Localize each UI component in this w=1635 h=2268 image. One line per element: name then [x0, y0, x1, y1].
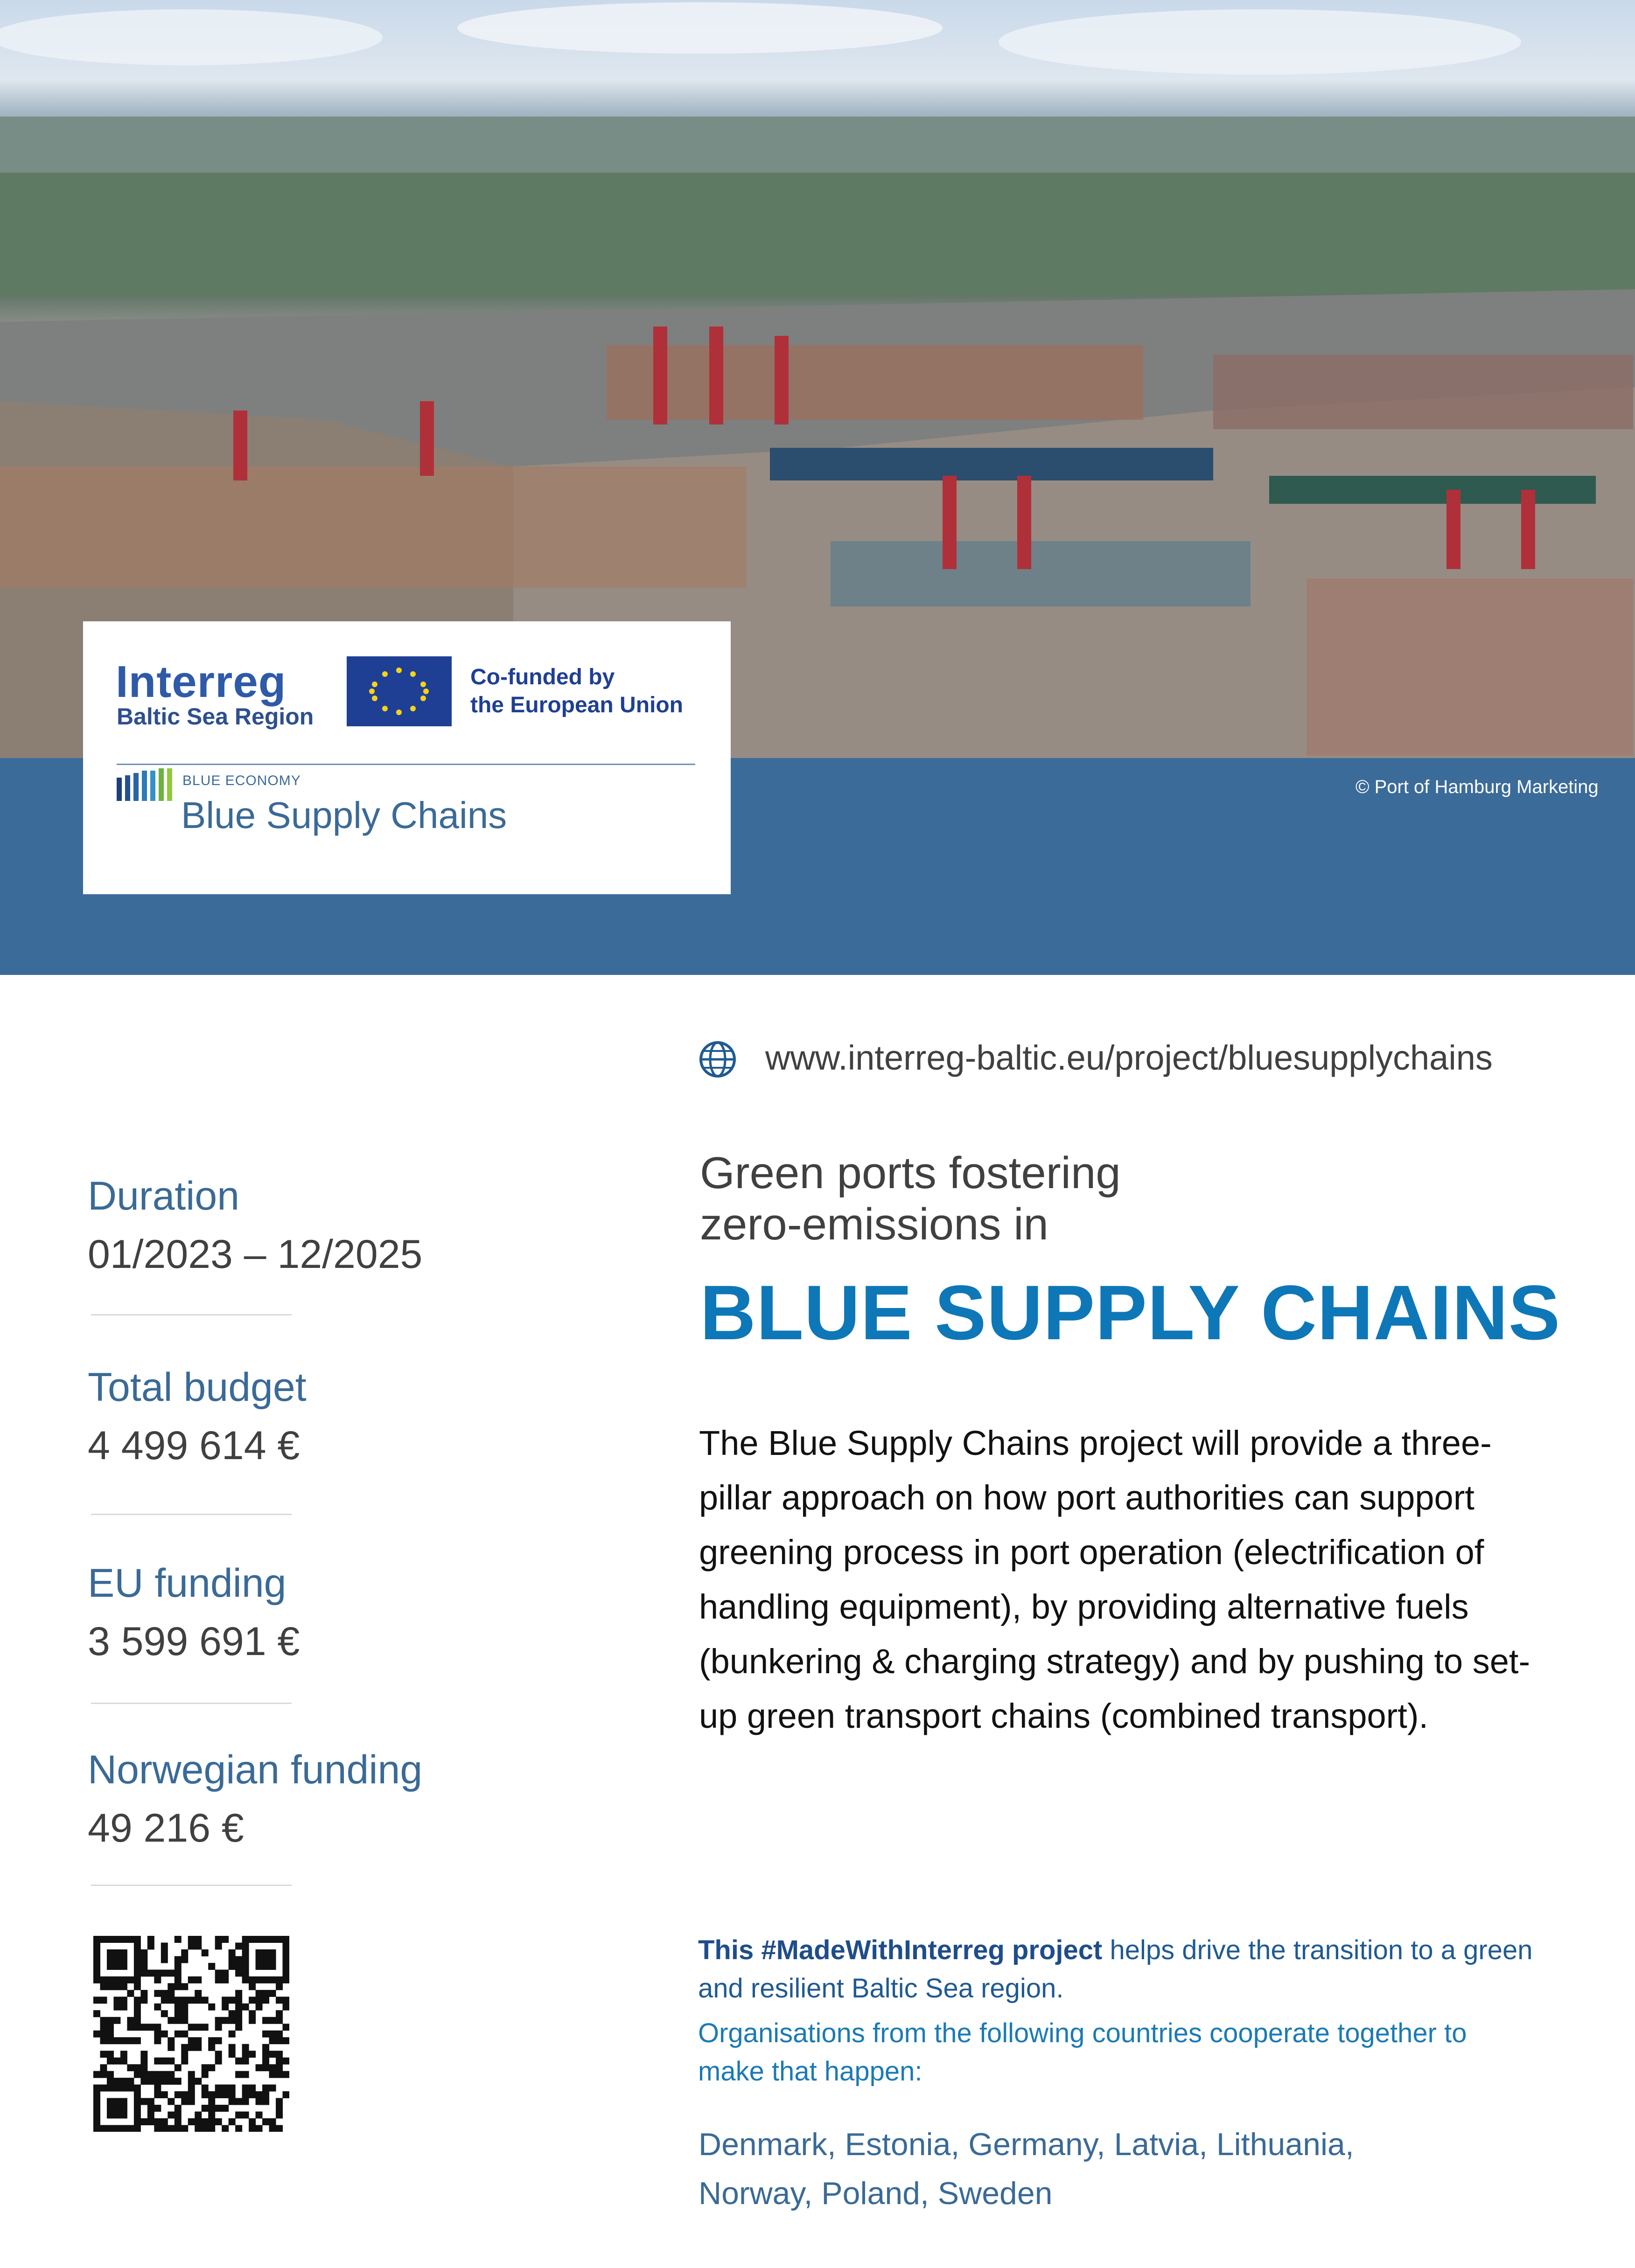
headline: BLUE SUPPLY CHAINS: [700, 1270, 1561, 1356]
fact-divider: [91, 1703, 292, 1704]
interreg-logo: Interreg: [116, 657, 286, 707]
made-with-interreg-rest: helps drive the transition to a green and resilient Baltic Sea region.: [698, 1935, 1533, 2004]
made-with-interreg-bold: This #MadeWithInterreg project: [698, 1935, 1103, 1965]
qr-code[interactable]: [93, 1936, 289, 2132]
project-logo-text: Blue Supply Chains: [181, 794, 507, 836]
blue-economy-bars-icon: [117, 766, 177, 803]
eu-cofunded-line2: the European Union: [470, 693, 683, 717]
total-budget-value: 4 499 614 €: [88, 1423, 300, 1468]
globe-icon: [698, 1039, 738, 1079]
norwegian-funding-value: 49 216 €: [88, 1806, 244, 1851]
logo-panel: [83, 621, 731, 894]
made-with-interreg-text: [698, 1931, 1538, 2008]
tagline-line2: zero-emissions in: [700, 1199, 1048, 1249]
duration-label: Duration: [88, 1174, 240, 1218]
photo-credit: © Port of Hamburg Marketing: [1356, 777, 1599, 797]
website-link[interactable]: www.interreg-baltic.eu/project/bluesupplychains: [765, 1038, 1493, 1077]
tagline: [700, 1148, 1121, 1250]
eu-funding-label: EU funding: [88, 1561, 286, 1606]
total-budget-label: Total budget: [88, 1365, 307, 1410]
fact-divider: [91, 1514, 292, 1515]
eu-cofunded-line1: Co-funded by: [470, 665, 615, 689]
tagline-line1: Green ports fostering: [700, 1148, 1121, 1198]
eu-cofunded-text: [470, 663, 683, 719]
eu-flag-icon: [347, 656, 452, 726]
fact-divider: [91, 1314, 292, 1315]
eu-funding-value: 3 599 691 €: [88, 1619, 300, 1664]
duration-value: 01/2023 – 12/2025: [88, 1232, 423, 1277]
interreg-region: Baltic Sea Region: [117, 703, 314, 730]
blue-economy-label: BLUE ECONOMY: [182, 773, 301, 788]
project-description: The Blue Supply Chains project will provide a three-pillar approach on how port authorities can support greening process in port operation (electrification of handling equipment), by providing alternative fuels (bunkering & charging strategy) and by pushing to set-up green transport chains (combined transport).: [699, 1424, 1530, 1735]
norwegian-funding-label: Norwegian funding: [88, 1747, 423, 1792]
countries-list: Denmark, Estonia, Germany, Latvia, Lithuania, Norway, Poland, Sweden: [699, 2127, 1354, 2211]
logo-divider: [117, 764, 695, 765]
organisations-text: Organisations from the following countries cooperate together to make that happen:: [698, 2018, 1467, 2087]
fact-divider: [91, 1885, 292, 1886]
